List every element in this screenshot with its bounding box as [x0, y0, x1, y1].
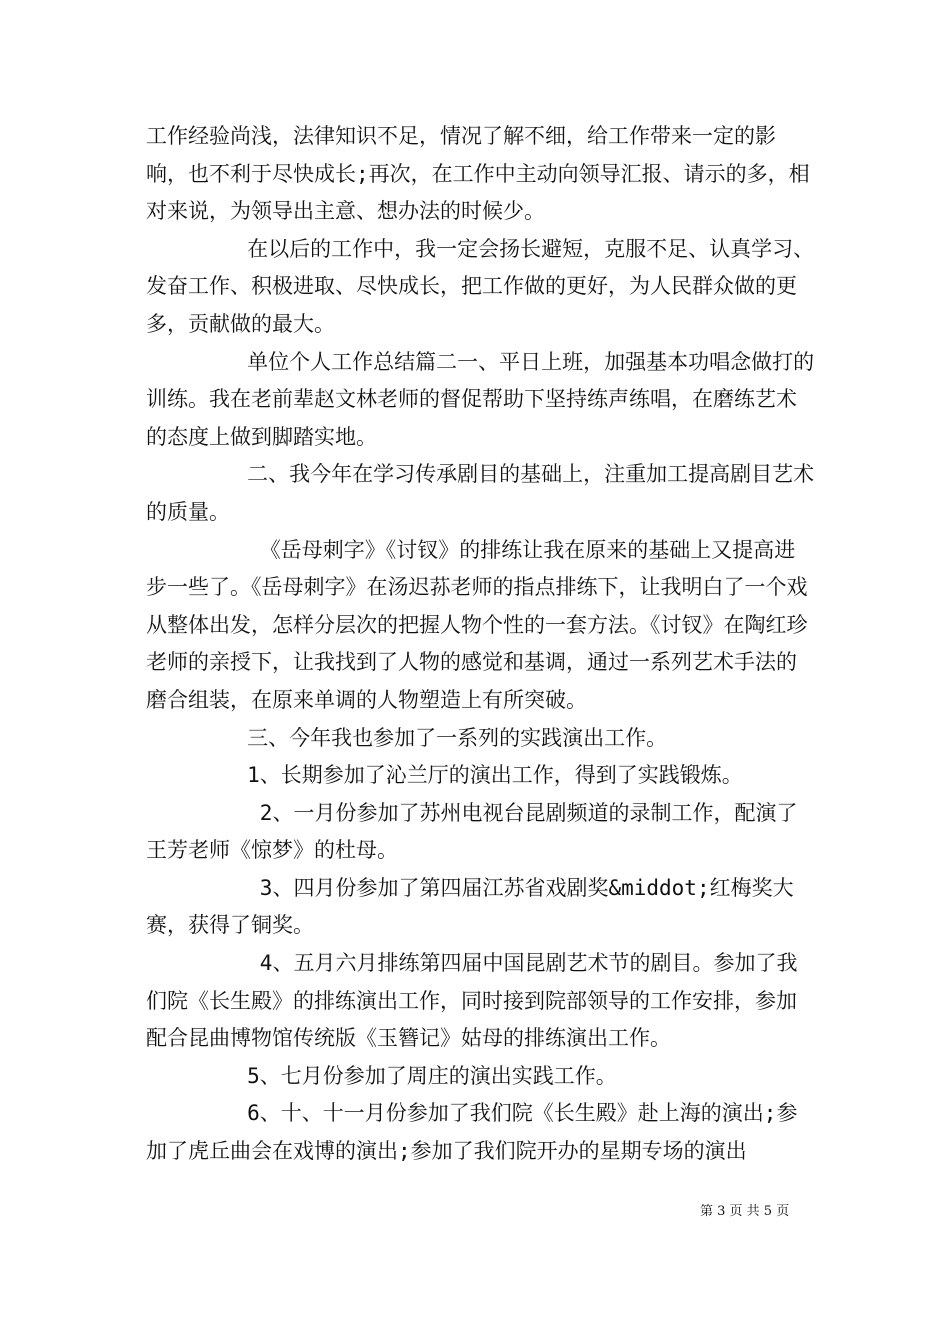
- paragraph: 《岳母刺字》《讨钗》的排练让我在原来的基础上又提高进步一些了。《岳母刺字》在汤迟荪老师的指点排练下，让我明白了一个戏从整体出发，怎样分层次的把握人物个性的一套方法。《讨钗》在陶红珍老师的亲授下，让我找到了人物的感觉和基调，通过一系列艺术手法的磨合组装，在原来单调的人物塑造上有所突破。: [146, 537, 808, 712]
- paragraph: 三、今年我也参加了一系列的实践演出工作。: [146, 725, 668, 750]
- document-body: [146, 118, 816, 1171]
- paragraph: 6、十、十一月份参加了我们院《长生殿》赴上海的演出;参加了虎丘曲会在戏博的演出;参加了我们院开办的星期专场的演出: [146, 1101, 798, 1164]
- paragraph: 5、七月份参加了周庄的演出实践工作。: [146, 1063, 617, 1088]
- paragraph: 3、四月份参加了第四届江苏省戏剧奖&middot;红梅奖大赛，获得了铜奖。: [146, 875, 794, 938]
- paragraph: 1、长期参加了沁兰厅的演出工作，得到了实践锻炼。: [146, 763, 743, 788]
- paragraph: 单位个人工作总结篇二一、平日上班，加强基本功唱念做打的训练。我在老前辈赵文林老师的督促帮助下坚持练声练唱，在磨练艺术的态度上做到脚踏实地。: [146, 349, 815, 449]
- paragraph: 在以后的工作中，我一定会扬长避短，克服不足、认真学习、发奋工作、积极进取、尽快成长，把工作做的更好，为人民群众做的更多，贡献做的最大。: [146, 236, 815, 336]
- page-number-footer: 第 3 页 共 5 页: [700, 1204, 790, 1219]
- paragraph: 2、一月份参加了苏州电视台昆剧频道的录制工作，配演了王芳老师《惊梦》的杜母。: [146, 800, 798, 863]
- paragraph: 工作经验尚浅，法律知识不足，情况了解不细，给工作带来一定的影响，也不利于尽快成长;再次，在工作中主动向领导汇报、请示的多，相对来说，为领导出主意、想办法的时候少。: [146, 124, 810, 224]
- paragraph: 二、我今年在学习传承剧目的基础上，注重加工提高剧目艺术的质量。: [146, 462, 815, 524]
- paragraph: 4、五月六月排练第四届中国昆剧艺术节的剧目。参加了我们院《长生殿》的排练演出工作，同时接到院部领导的工作安排，参加配合昆曲博物馆传统版《玉簪记》姑母的排练演出工作。: [146, 951, 798, 1051]
